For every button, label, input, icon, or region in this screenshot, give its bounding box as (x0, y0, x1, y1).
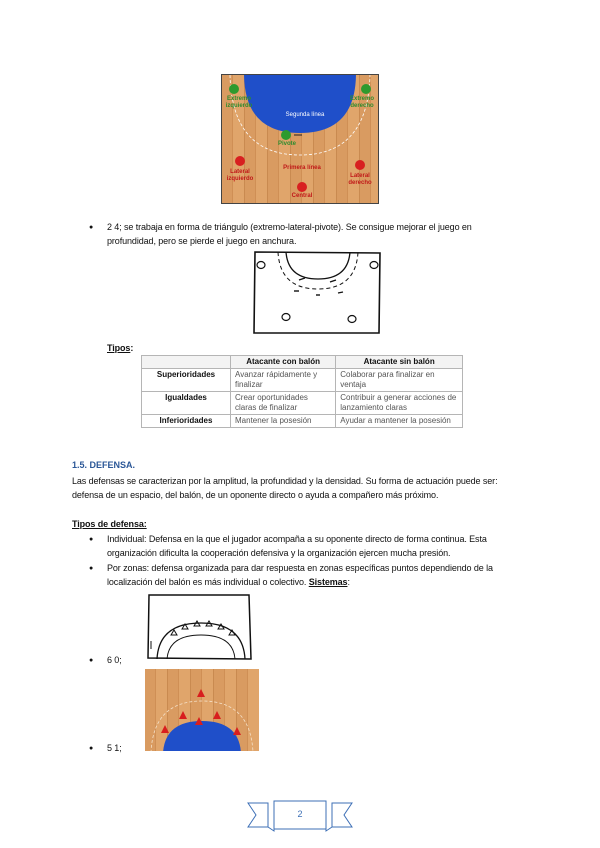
section-15-intro: Las defensas se caracterizan por la amplitud, la profundidad y la densidad. Su forma de actuación puede ser: defensa de un espacio, del balón, de un oponente directo o ayuda a compañero más próximo. (72, 476, 498, 500)
label-lateral-izq: Lateral izquierdo (226, 169, 254, 182)
table-cell: Crear oportunidades claras de finalizar (231, 392, 336, 415)
court-51-figure (145, 669, 259, 751)
page-footer (246, 799, 354, 833)
table-cell: Superioridades (142, 369, 231, 392)
table-cell: Inferioridades (142, 415, 231, 428)
court-51-svg (145, 669, 259, 751)
defender-marker (213, 711, 221, 719)
player-lateral-der (355, 160, 365, 170)
bullet-24-text: 2 4; se trabaja en forma de triángulo (extremo-lateral-pivote). Se consigue mejorar el juego en profundidad, pero se pierde el juego en anchura. (107, 222, 472, 246)
court-positions-figure (221, 74, 379, 204)
tipos-defensa-heading: Tipos de defensa: (72, 519, 147, 529)
table-cell: Avanzar rápidamente y finalizar (231, 369, 336, 392)
label-primera-linea: Primera línea (283, 165, 321, 171)
goal-area (163, 721, 241, 751)
bullet-dot: ● (89, 536, 94, 543)
sketch-24-figure (252, 249, 383, 336)
defender-marker (179, 711, 187, 719)
defender-marker (161, 725, 169, 733)
defender-marker (197, 689, 205, 697)
tipos-heading: Tipos (107, 343, 131, 353)
player-central (297, 182, 307, 192)
sketch-24-svg (252, 249, 383, 336)
attacker-extremo-izq (229, 84, 239, 94)
table-row (142, 369, 463, 392)
tipos-heading-wrap (107, 341, 133, 355)
bullet-dot: ● (89, 745, 94, 752)
sistemas-label: Sistemas (308, 577, 348, 587)
table-header: Atacante con balón (231, 356, 336, 369)
page-number: 2 (297, 809, 303, 819)
player-lateral-izq (235, 156, 245, 166)
label-extremo-izq: Extremo izquierdo (225, 96, 253, 109)
label-lateral-der: Lateral derecho (348, 173, 372, 186)
tipos-colon: : (130, 343, 134, 353)
sistemas-colon: : (347, 577, 350, 587)
attacker-extremo-der (361, 84, 371, 94)
table-header (142, 356, 231, 369)
bullet-dot: ● (89, 657, 94, 664)
table-cell: Ayudar a mantener la posesión (336, 415, 463, 428)
table-row (142, 415, 463, 428)
label-segunda-linea: Segunda línea (285, 112, 325, 118)
sistema-60-label: 6 0; (107, 655, 122, 665)
defensa-individual-text: Individual: Defensa en la que el jugador acompaña a su oponente directo de forma continua. Esta organización dificulta la cooperación defensiva y la organización ejercen mucha presión. (107, 534, 487, 558)
defensa-zonas-wrap (107, 561, 527, 589)
label-pivote: Pivote (277, 141, 296, 147)
bullet-dot: ● (89, 224, 94, 231)
table-header-row (142, 356, 463, 369)
sketch-60-svg (145, 593, 255, 661)
defender-marker (233, 727, 241, 735)
label-central: Central (291, 193, 313, 199)
table-cell: Igualdades (142, 392, 231, 415)
defender-marker (195, 717, 203, 725)
table-header: Atacante sin balón (336, 356, 463, 369)
table-cell: Contribuir a generar acciones de lanzamiento claras (336, 392, 463, 415)
tipos-table (141, 355, 463, 428)
bullet-dot: ● (89, 565, 94, 572)
goal-area (244, 75, 356, 133)
section-15-heading: 1.5. DEFENSA. (72, 460, 136, 470)
table-cell: Mantener la posesión (231, 415, 336, 428)
defensa-zonas-text: Por zonas: defensa organizada para dar respuesta en zonas específicas puntos dependiendo de la localización del balón es más individual o colectivo. (107, 563, 493, 587)
table-row (142, 392, 463, 415)
table-cell: Colaborar para finalizar en ventaja (336, 369, 463, 392)
sistema-51-label: 5 1; (107, 743, 122, 753)
sketch-60-figure (145, 593, 255, 661)
label-extremo-der: Extremo derecho (349, 96, 374, 109)
attacker-pivote (281, 130, 291, 140)
